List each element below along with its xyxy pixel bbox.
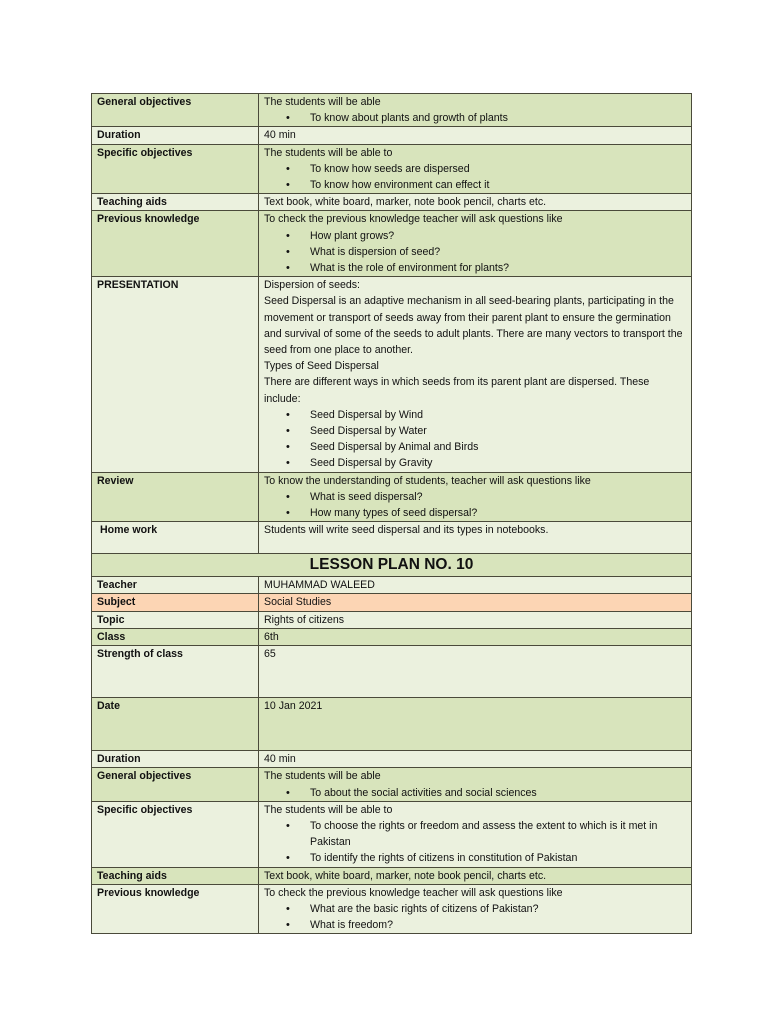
label-topic: Topic xyxy=(92,611,259,628)
bullet-list xyxy=(264,228,686,277)
value-general-objectives xyxy=(259,768,692,801)
list-item: • Seed Dispersal by Animal and Birds xyxy=(264,439,686,455)
row-general-objectives-2 xyxy=(92,768,692,801)
bullet-list xyxy=(264,818,686,867)
text-intro: The students will be able xyxy=(264,770,381,783)
list-item: • To choose the rights or freedom and assess the extent to which is it met in Pakistan xyxy=(264,818,686,850)
list-item: • What are the basic rights of citizens of Pakistan? xyxy=(264,901,686,917)
label-duration: Duration xyxy=(92,127,259,144)
list-item: • What is the role of environment for plants? xyxy=(264,260,686,276)
list-item: • To know how seeds are dispersed xyxy=(264,161,686,177)
text-intro: The students will be able to xyxy=(264,146,393,159)
label-teaching-aids: Teaching aids xyxy=(92,867,259,884)
value-previous-knowledge xyxy=(259,211,692,277)
label-general-objectives: General objectives xyxy=(92,768,259,801)
row-duration xyxy=(92,127,692,144)
label-teacher: Teacher xyxy=(92,577,259,594)
bullet-list xyxy=(264,489,686,521)
value-review xyxy=(259,472,692,522)
label-general-objectives: General objectives xyxy=(92,94,259,127)
row-strength xyxy=(92,646,692,698)
value-specific-objectives xyxy=(259,801,692,867)
text-intro: The students will be able to xyxy=(264,803,393,816)
list-item: • What is seed dispersal? xyxy=(264,489,686,505)
bullet-list xyxy=(264,407,686,472)
text-intro: The students will be able xyxy=(264,96,381,108)
value-strength: 65 xyxy=(259,646,692,698)
label-strength: Strength of class xyxy=(92,646,259,698)
list-item: • How many types of seed dispersal? xyxy=(264,505,686,521)
list-item: • To identify the rights of citizens in constitution of Pakistan xyxy=(264,850,686,866)
value-subject: Social Studies xyxy=(259,594,692,611)
value-date: 10 Jan 2021 xyxy=(259,698,692,751)
lesson-plan-title: LESSON PLAN NO. 10 xyxy=(92,554,692,577)
value-home-work: Students will write seed dispersal and its types in notebooks. xyxy=(259,522,692,554)
list-item: • Seed Dispersal by Gravity xyxy=(264,455,686,471)
row-teaching-aids xyxy=(92,194,692,211)
row-general-objectives xyxy=(92,94,692,127)
value-duration: 40 min xyxy=(259,751,692,768)
row-duration-2 xyxy=(92,751,692,768)
label-specific-objectives: Specific objectives xyxy=(92,144,259,194)
row-teacher xyxy=(92,577,692,594)
bullet-list xyxy=(264,161,686,193)
value-teaching-aids: Text book, white board, marker, note book pencil, charts etc. xyxy=(259,867,692,884)
row-review xyxy=(92,472,692,522)
bullet-list xyxy=(264,785,686,801)
presentation-paragraph: Seed Dispersal is an adaptive mechanism in all seed-bearing plants, participating in the movement or transport of seeds away from their parent plant to ensure the germination and survival of some of the seeds to adult plants. There are many vectors to transport the seed from one place to another. xyxy=(264,295,683,357)
list-item: • Seed Dispersal by Wind xyxy=(264,407,686,423)
row-subject xyxy=(92,594,692,611)
list-item: • To know about plants and growth of plants xyxy=(264,110,686,126)
value-specific-objectives xyxy=(259,144,692,194)
value-presentation xyxy=(259,277,692,472)
value-general-objectives xyxy=(259,94,692,127)
row-lesson-title xyxy=(92,554,692,577)
row-previous-knowledge xyxy=(92,211,692,277)
row-presentation xyxy=(92,277,692,472)
row-teaching-aids-2 xyxy=(92,867,692,884)
row-date xyxy=(92,698,692,751)
list-item: • To know how environment can effect it xyxy=(264,177,686,193)
value-teacher: MUHAMMAD WALEED xyxy=(259,577,692,594)
row-class xyxy=(92,628,692,645)
label-teaching-aids: Teaching aids xyxy=(92,194,259,211)
label-subject: Subject xyxy=(92,594,259,611)
lesson-plan-table xyxy=(91,93,692,934)
row-home-work xyxy=(92,522,692,554)
value-previous-knowledge xyxy=(259,884,692,934)
label-duration: Duration xyxy=(92,751,259,768)
row-topic xyxy=(92,611,692,628)
label-review: Review xyxy=(92,472,259,522)
presentation-heading: Dispersion of seeds: xyxy=(264,279,360,292)
bullet-list xyxy=(264,110,686,126)
types-paragraph: There are different ways in which seeds from its parent plant are dispersed. These include: xyxy=(264,376,650,405)
list-item: • To about the social activities and social sciences xyxy=(264,785,686,801)
label-date: Date xyxy=(92,698,259,751)
value-topic: Rights of citizens xyxy=(259,611,692,628)
label-class: Class xyxy=(92,628,259,645)
label-home-work: Home work xyxy=(92,522,259,554)
row-specific-objectives-2 xyxy=(92,801,692,867)
value-duration: 40 min xyxy=(259,127,692,144)
row-previous-knowledge-2 xyxy=(92,884,692,934)
row-specific-objectives xyxy=(92,144,692,194)
label-previous-knowledge: Previous knowledge xyxy=(92,211,259,277)
bullet-list xyxy=(264,901,686,933)
label-presentation: PRESENTATION xyxy=(92,277,259,472)
types-heading: Types of Seed Dispersal xyxy=(264,360,379,373)
list-item: • Seed Dispersal by Water xyxy=(264,423,686,439)
list-item: • How plant grows? xyxy=(264,228,686,244)
text-intro: To know the understanding of students, teacher will ask questions like xyxy=(264,474,591,487)
value-teaching-aids: Text book, white board, marker, note book pencil, charts etc. xyxy=(259,194,692,211)
label-specific-objectives: Specific objectives xyxy=(92,801,259,867)
list-item: • What is freedom? xyxy=(264,917,686,933)
text-intro: To check the previous knowledge teacher will ask questions like xyxy=(264,213,563,226)
label-previous-knowledge: Previous knowledge xyxy=(92,884,259,934)
list-item: • What is dispersion of seed? xyxy=(264,244,686,260)
text-intro: To check the previous knowledge teacher will ask questions like xyxy=(264,886,563,899)
lesson-plan-document xyxy=(91,93,691,934)
value-class: 6th xyxy=(259,628,692,645)
